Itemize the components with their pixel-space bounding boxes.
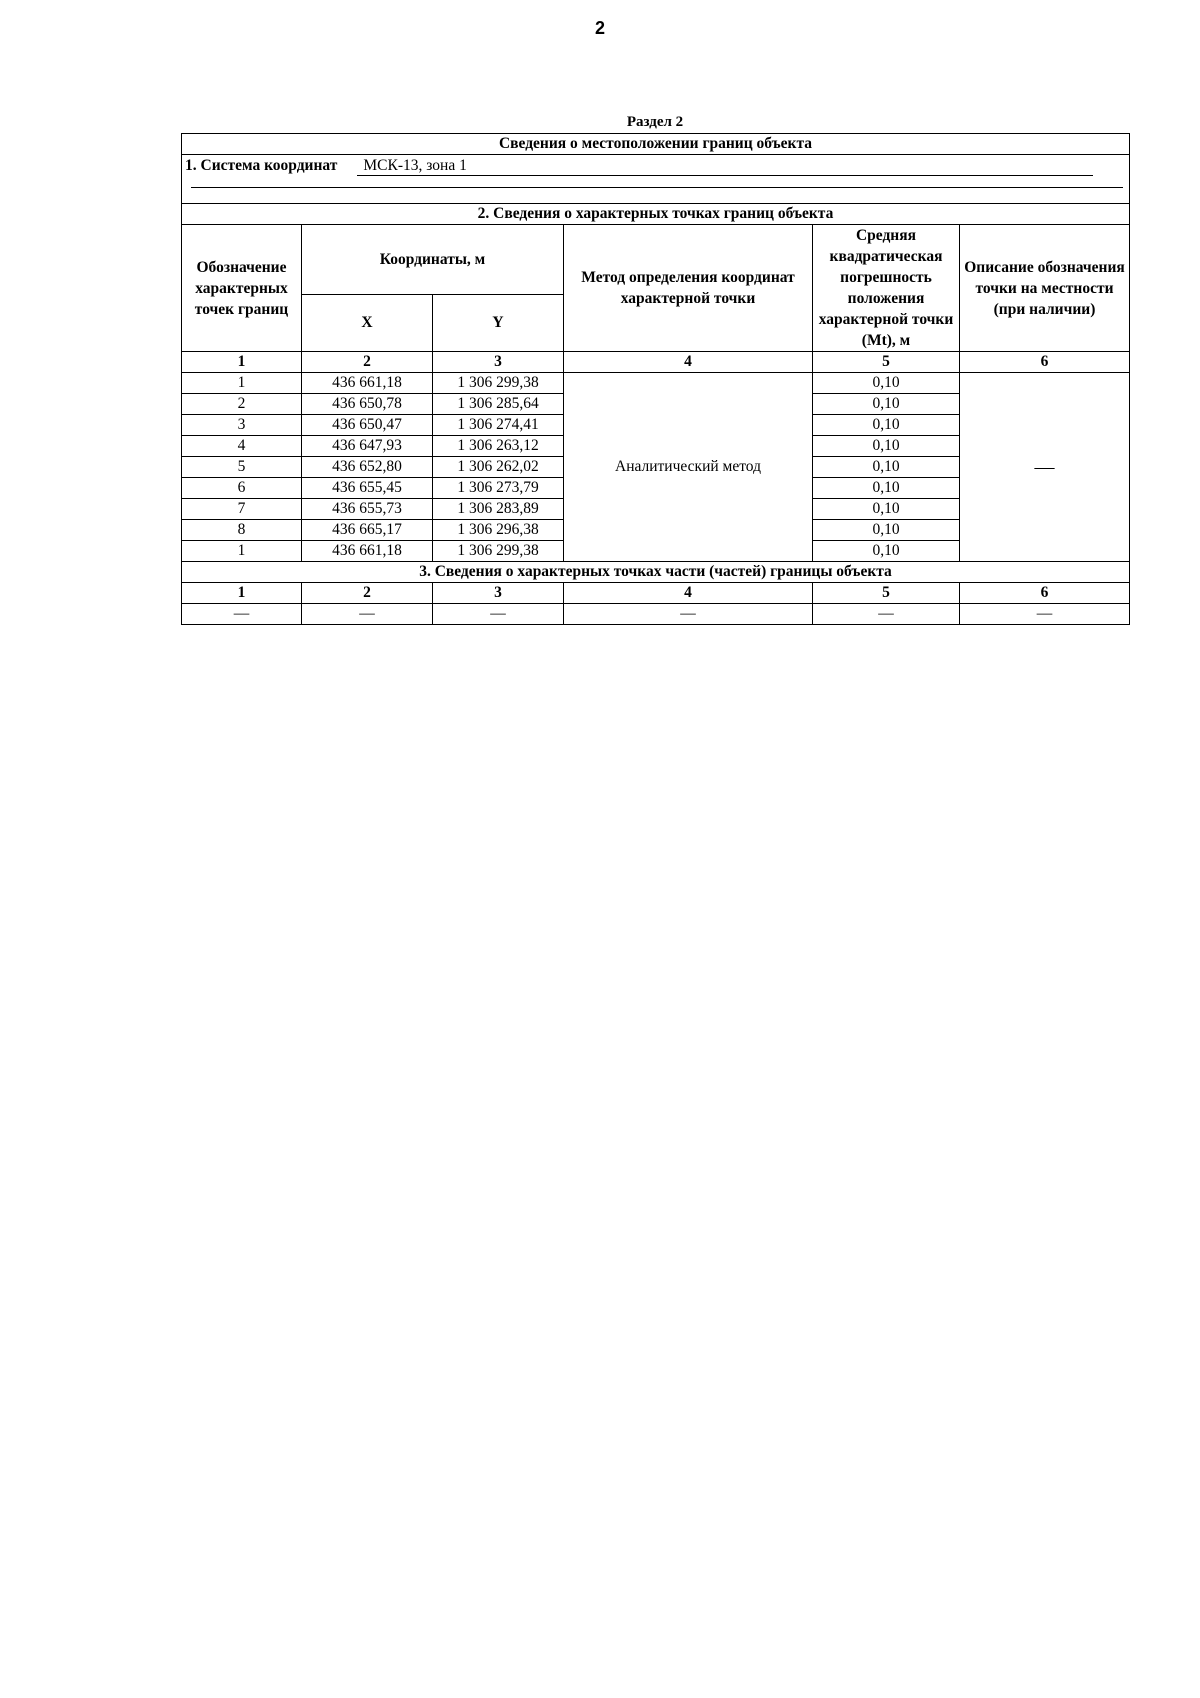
point-number: 6 bbox=[182, 478, 302, 499]
y-value: 1 306 283,89 bbox=[433, 499, 564, 520]
parts-column-numbers-row bbox=[182, 583, 1130, 604]
mt-value: 0,10 bbox=[813, 541, 960, 562]
y-value: 1 306 285,64 bbox=[433, 394, 564, 415]
parts-section-title: 3. Сведения о характерных точках части (частей) границы объекта bbox=[182, 562, 1130, 583]
parts-cell: — bbox=[960, 604, 1130, 625]
parts-cell: — bbox=[564, 604, 813, 625]
coord-system-value: МСК-13, зона 1 bbox=[357, 157, 1093, 176]
parts-cell: — bbox=[433, 604, 564, 625]
mt-value: 0,10 bbox=[813, 415, 960, 436]
y-value: 1 306 299,38 bbox=[433, 373, 564, 394]
mt-value: 0,10 bbox=[813, 520, 960, 541]
parts-cell: — bbox=[182, 604, 302, 625]
parts-cell: — bbox=[813, 604, 960, 625]
description-value: — bbox=[960, 373, 1130, 562]
y-value: 1 306 296,38 bbox=[433, 520, 564, 541]
x-value: 436 650,47 bbox=[302, 415, 433, 436]
coord-system-label: 1. Система координат bbox=[185, 157, 338, 174]
point-number: 7 bbox=[182, 499, 302, 520]
x-value: 436 661,18 bbox=[302, 373, 433, 394]
parts-row bbox=[182, 604, 1130, 625]
header-method: Метод определения координат характерной точки bbox=[564, 225, 813, 352]
boundary-table bbox=[181, 133, 1130, 625]
x-value: 436 647,93 bbox=[302, 436, 433, 457]
point-number: 8 bbox=[182, 520, 302, 541]
table-row bbox=[182, 373, 1130, 394]
mt-value: 0,10 bbox=[813, 457, 960, 478]
point-number: 1 bbox=[182, 373, 302, 394]
table-title: Сведения о местоположении границ объекта bbox=[182, 134, 1130, 155]
point-number: 2 bbox=[182, 394, 302, 415]
x-value: 436 655,73 bbox=[302, 499, 433, 520]
column-numbers-row bbox=[182, 352, 1130, 373]
x-value: 436 655,45 bbox=[302, 478, 433, 499]
mt-value: 0,10 bbox=[813, 436, 960, 457]
section-title: Раздел 2 bbox=[626, 114, 684, 130]
header-x: X bbox=[302, 294, 433, 351]
header-description: Описание обозначения точки на местности (при наличии) bbox=[960, 225, 1130, 352]
mt-value: 0,10 bbox=[813, 373, 960, 394]
column-number: 3 bbox=[433, 352, 564, 373]
y-value: 1 306 274,41 bbox=[433, 415, 564, 436]
coord-system-underline bbox=[191, 186, 1123, 188]
column-number: 3 bbox=[433, 583, 564, 604]
column-number: 4 bbox=[564, 352, 813, 373]
point-number: 5 bbox=[182, 457, 302, 478]
column-number: 2 bbox=[302, 583, 433, 604]
page-number: 2 bbox=[594, 18, 605, 38]
header-designation: Обозначение характерных точек границ bbox=[182, 225, 302, 352]
mt-value: 0,10 bbox=[813, 478, 960, 499]
mt-value: 0,10 bbox=[813, 394, 960, 415]
header-y: Y bbox=[433, 294, 564, 351]
mt-value: 0,10 bbox=[813, 499, 960, 520]
column-number: 6 bbox=[960, 583, 1130, 604]
x-value: 436 661,18 bbox=[302, 541, 433, 562]
parts-cell: — bbox=[302, 604, 433, 625]
column-number: 5 bbox=[813, 583, 960, 604]
column-number: 5 bbox=[813, 352, 960, 373]
coord-system-cell bbox=[182, 155, 1130, 204]
header-error: Средняя квадратическая погрешность положения характерной точки (Mt), м bbox=[813, 225, 960, 352]
y-value: 1 306 273,79 bbox=[433, 478, 564, 499]
column-number: 2 bbox=[302, 352, 433, 373]
y-value: 1 306 299,38 bbox=[433, 541, 564, 562]
point-number: 4 bbox=[182, 436, 302, 457]
column-number: 1 bbox=[182, 583, 302, 604]
y-value: 1 306 263,12 bbox=[433, 436, 564, 457]
method-value: Аналитический метод bbox=[564, 373, 813, 562]
point-number: 1 bbox=[182, 541, 302, 562]
header-coordinates: Координаты, м bbox=[302, 225, 564, 295]
points-section-title: 2. Сведения о характерных точках границ объекта bbox=[182, 204, 1130, 225]
y-value: 1 306 262,02 bbox=[433, 457, 564, 478]
x-value: 436 652,80 bbox=[302, 457, 433, 478]
x-value: 436 665,17 bbox=[302, 520, 433, 541]
column-number: 6 bbox=[960, 352, 1130, 373]
point-number: 3 bbox=[182, 415, 302, 436]
column-number: 4 bbox=[564, 583, 813, 604]
x-value: 436 650,78 bbox=[302, 394, 433, 415]
column-number: 1 bbox=[182, 352, 302, 373]
